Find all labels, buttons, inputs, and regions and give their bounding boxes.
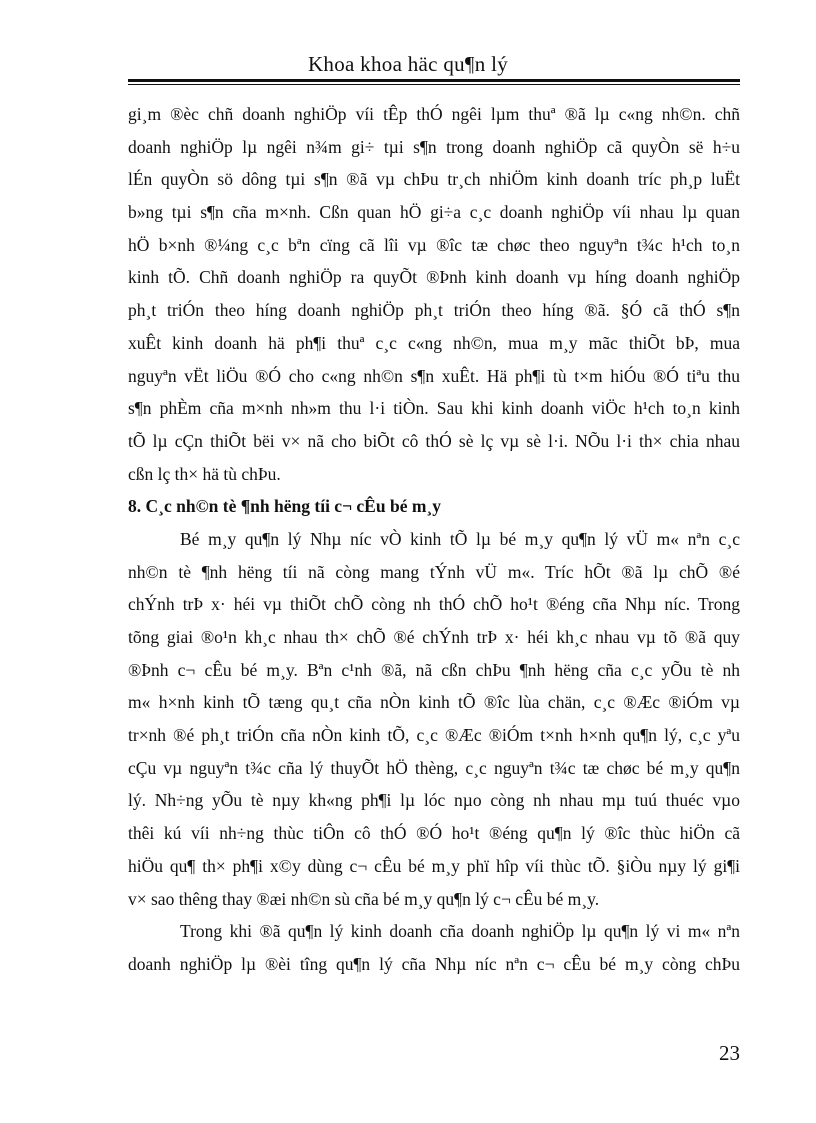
body-text [128, 98, 740, 981]
text-line: lÉn quyÒn sö dông tµi s¶n ®ã vµ chÞu tr¸ch nhiÖm kinh doanh tríc ph¸p luËt [128, 169, 740, 190]
text-line: ®Þnh c¬ cÊu bé m¸y. Bªn c¹nh ®ã, nã cßn chÞu ¶nh hëng cña c¸c yÕu tè nh [128, 659, 740, 680]
text-line: nguyªn vËt liÖu ®Ó cho c«ng nh©n s¶n xuÊt. Hä ph¶i tù t×m hiÓu ®Ó tiªu thu [128, 365, 740, 386]
section-heading: 8. C¸c nh©n tè ¶nh hëng tíi c¬ cÊu bé m¸y [128, 496, 441, 517]
text-line: tr×nh ®é ph¸t triÓn cña nÒn kinh tÕ, c¸c ®Æc ®iÓm t×nh h×nh qu¶n lý, c¸c yªu [128, 725, 740, 746]
text-line: lý. Nh÷ng yÕu tè nµy kh«ng ph¶i lµ lóc nµo còng nh nhau mµ tuú thuéc vµo [128, 790, 740, 811]
text-line: b»ng tµi s¶n cña m×nh. Cßn quan hÖ gi÷a c¸c doanh nghiÖp víi nhau lµ quan [128, 202, 740, 223]
text-line: tõng giai ®o¹n kh¸c nhau th× chÕ ®é chÝnh trÞ x· héi kh¸c nhau vµ tõ ®ã quy [128, 627, 740, 647]
text-line: nh©n tè ¶nh hëng tíi nã còng mang tÝnh vÜ m«. Tríc hÕt ®ã lµ chÕ ®é [128, 561, 740, 582]
text-line: Bé m¸y qu¶n lý Nhµ níc vÒ kinh tÕ lµ bé m¸y qu¶n lý vÜ m« nªn c¸c [180, 528, 740, 549]
text-line: chÝnh trÞ x· héi vµ thiÕt chÕ còng nh thÓ chÕ ho¹t ®éng cña Nhµ níc. Trong [128, 594, 740, 615]
text-line: v× sao thêng thay ®æi nh©n sù cña bé m¸y qu¶n lý c¬ cÊu bé m¸y. [128, 888, 600, 909]
text-line: hÖ b×nh ®¼ng c¸c bªn cïng cã lîi vµ ®îc tæ chøc theo nguyªn t¾c h¹ch to¸n [128, 234, 740, 255]
text-line: doanh nghiÖp lµ ®èi tîng qu¶n lý cña Nhµ níc nªn c¬ cÊu bé m¸y còng chÞu [128, 953, 740, 974]
text-line: hiÖu qu¶ th× ph¶i x©y dùng c¬ cÊu bé m¸y phï hîp víi thùc tÕ. §iÒu nµy lý gi¶i [128, 855, 740, 876]
text-line: Trong khi ®ã qu¶n lý kinh doanh cña doanh nghiÖp lµ qu¶n lý vi m« nªn [180, 921, 740, 942]
text-line: doanh nghiÖp lµ ngêi n¾m gi÷ tµi s¶n trong doanh nghiÖp cã quyÒn së h÷u [128, 136, 740, 157]
header-rule-thin [128, 84, 740, 85]
text-line: tÕ lµ cÇn thiÕt bëi v× nã cho biÕt cô thÓ sè lç vµ sè l·i. NÕu l·i th× chia nhau [128, 430, 740, 451]
page-number: 23 [719, 1041, 740, 1065]
text-line: s¶n phÈm cña m×nh nh»m thu l·i tiÒn. Sau khi kinh doanh viÖc h¹ch to¸n kinh [128, 398, 740, 419]
text-line: gi¸m ®èc chñ doanh nghiÖp víi tÊp thÓ ngêi lµm thuª ®ã lµ c«ng nh©n. chñ [128, 104, 740, 124]
header-title: Khoa khoa häc qu¶n lý [307, 52, 509, 76]
text-line: xuÊt kinh doanh hä ph¶i thuª c¸c c«ng nh©n, mua m¸y mãc thiÕt bÞ, mua [128, 332, 740, 353]
text-line: ph¸t triÓn theo híng doanh nghiÖp ph¸t triÓn theo híng ®ã. §Ó cã thÓ s¶n [128, 300, 740, 321]
text-line: thêi kú víi nh÷ng thùc tiÔn cô thÓ ®Ó ho¹t ®éng qu¶n lý ®îc thùc hiÖn cã [128, 823, 740, 844]
text-line: cÇu vµ nguyªn t¾c cña lý thuyÕt hÖ thèng, c¸c nguyªn t¾c tæ chøc bé m¸y qu¶n [128, 757, 740, 778]
text-line: kinh tÕ. Chñ doanh nghiÖp ra quyÕt ®Þnh kinh doanh vµ híng doanh nghiÖp [128, 267, 740, 288]
text-line: m« h×nh kinh tÕ tæng qu¸t cña nÒn kinh tÕ ®îc lùa chän, c¸c ®Æc ®iÓm vµ [128, 692, 740, 713]
header-rule-thick [128, 79, 740, 82]
text-line: cßn lç th× hä tù chÞu. [128, 463, 281, 484]
